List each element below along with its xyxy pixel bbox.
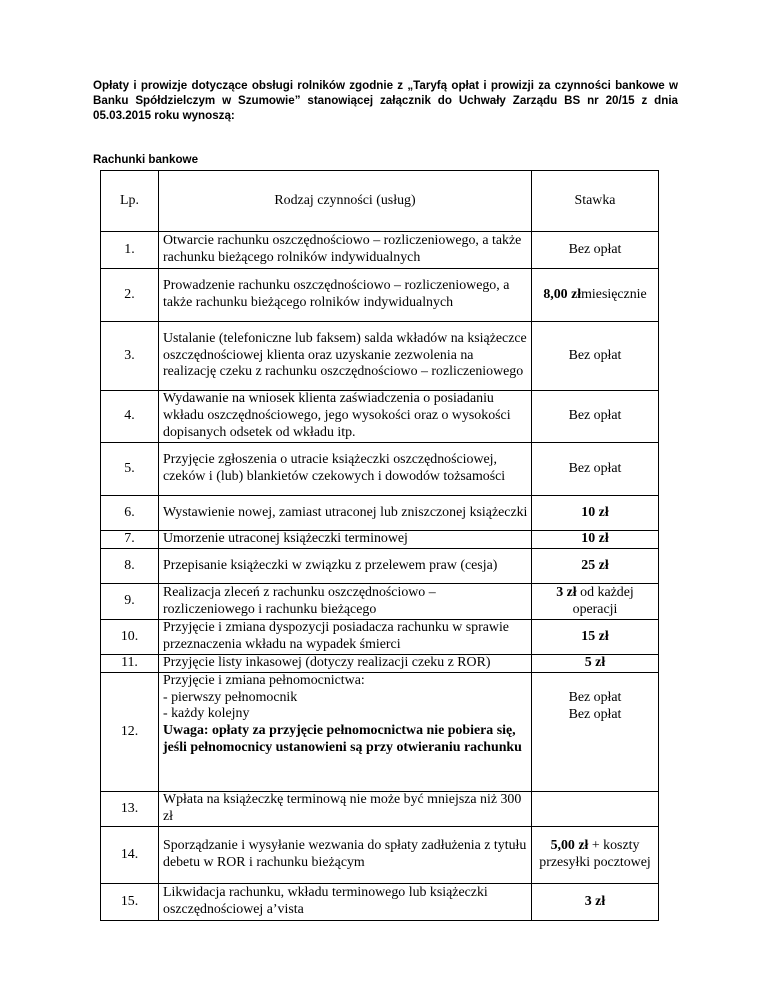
table-row bbox=[101, 496, 659, 531]
row-lp: 10. bbox=[101, 620, 159, 655]
row-rate bbox=[532, 884, 659, 921]
row-description: Umorzenie utraconej książeczki terminowej bbox=[159, 531, 532, 549]
row-description: Likwidacja rachunku, wkładu terminowego lub książeczki oszczędnościowej a’vista bbox=[159, 884, 532, 921]
row-rate bbox=[532, 827, 659, 884]
table-row bbox=[101, 391, 659, 443]
table-row bbox=[101, 443, 659, 496]
row-description: Wystawienie nowej, zamiast utraconej lub zniszczonej książeczki bbox=[159, 496, 532, 531]
row-description: Przepisanie książeczki w związku z przelewem praw (cesja) bbox=[159, 549, 532, 584]
rate-amount: 5 zł bbox=[584, 655, 606, 671]
row12-line1: Przyjęcie i zmiana pełnomocnictwa: bbox=[163, 673, 365, 688]
section-title: Rachunki bankowe bbox=[93, 153, 199, 166]
table-row bbox=[101, 584, 659, 620]
row15-rate-amount: 3 zł bbox=[584, 893, 606, 909]
row-description: Otwarcie rachunku oszczędnościowo – rozliczeniowego, a także rachunku bieżącego rolników indywidualnych bbox=[159, 232, 532, 269]
row-rate bbox=[532, 269, 659, 322]
row-description: Sporządzanie i wysyłanie wezwania do spłaty zadłużenia z tytułu debetu w ROR i rachunku bieżącym bbox=[159, 827, 532, 884]
row-lp: 8. bbox=[101, 549, 159, 584]
row-lp: 5. bbox=[101, 443, 159, 496]
rate-amount: 3 zł bbox=[556, 584, 577, 600]
row-lp: 9. bbox=[101, 584, 159, 620]
rate-note: miesięcznie bbox=[581, 286, 647, 302]
rate-amount: 25 zł bbox=[581, 557, 609, 573]
row-lp: 1. bbox=[101, 232, 159, 269]
row-rate bbox=[532, 531, 659, 549]
row-description bbox=[159, 673, 532, 792]
row14-rate-amount: 5,00 zł bbox=[550, 838, 589, 854]
row12-note: Uwaga: opłaty za przyjęcie pełnomocnictwa nie pobiera się, jeśli pełnomocnicy ustanowieni są przy otwieraniu rachunku bbox=[163, 723, 522, 755]
row-rate bbox=[532, 443, 659, 496]
row-rate bbox=[532, 391, 659, 443]
row14-rate-note: + koszty przesyłki pocztowej bbox=[539, 838, 651, 870]
table-row bbox=[101, 620, 659, 655]
row-lp: 3. bbox=[101, 322, 159, 391]
row-rate bbox=[532, 620, 659, 655]
row-description: Ustalanie (telefoniczne lub faksem) salda wkładów na książeczce oszczędnościowej klienta oraz uzyskanie zezwolenia na realizację czeku z rachunku oszczędnościowo – rozliczeniowego bbox=[159, 322, 532, 391]
table-row-14 bbox=[101, 827, 659, 884]
row-lp: 11. bbox=[101, 655, 159, 673]
row-description: Przyjęcie i zmiana dyspozycji posiadacza rachunku w sprawie przeznaczenia wkładu na wypadek śmierci bbox=[159, 620, 532, 655]
table-row bbox=[101, 655, 659, 673]
header-rate: Stawka bbox=[532, 171, 659, 232]
table-row-13 bbox=[101, 792, 659, 827]
row-lp: 12. bbox=[101, 673, 159, 792]
table-row-15 bbox=[101, 884, 659, 921]
table-row bbox=[101, 531, 659, 549]
rate-note: od każdej operacji bbox=[572, 584, 634, 617]
fees-table bbox=[100, 170, 659, 921]
row-lp: 14. bbox=[101, 827, 159, 884]
row-lp: 4. bbox=[101, 391, 159, 443]
rate-amount: 10 zł bbox=[581, 531, 609, 547]
row-rate bbox=[532, 232, 659, 269]
rate-amount: 8,00 zł bbox=[543, 286, 582, 302]
table-header-row bbox=[101, 171, 659, 232]
rate-note: Bez opłat bbox=[568, 241, 622, 257]
row-lp: 7. bbox=[101, 531, 159, 549]
row12-rate2: Bez opłat bbox=[568, 706, 622, 722]
row-lp: 6. bbox=[101, 496, 159, 531]
table-row bbox=[101, 232, 659, 269]
rate-amount: 15 zł bbox=[581, 628, 609, 644]
header-service: Rodzaj czynności (usług) bbox=[159, 171, 532, 232]
row-description: Przyjęcie listy inkasowej (dotyczy realizacji czeku z ROR) bbox=[159, 655, 532, 673]
row-lp: 15. bbox=[101, 884, 159, 921]
row-description: Realizacja zleceń z rachunku oszczędnościowo – rozliczeniowego i rachunku bieżącego bbox=[159, 584, 532, 620]
table-row bbox=[101, 269, 659, 322]
row-lp: 2. bbox=[101, 269, 159, 322]
row-rate bbox=[532, 673, 659, 792]
row-description: Wpłata na książeczkę terminową nie może być mniejsza niż 300 zł bbox=[159, 792, 532, 827]
rate-amount: 10 zł bbox=[581, 504, 609, 520]
row-description: Przyjęcie zgłoszenia o utracie książeczki oszczędnościowej, czeków i (lub) blankietów czekowych i dowodów tożsamości bbox=[159, 443, 532, 496]
table-row bbox=[101, 322, 659, 391]
rate-note: Bez opłat bbox=[568, 347, 622, 363]
table-row bbox=[101, 549, 659, 584]
row-rate bbox=[532, 655, 659, 673]
row-rate bbox=[532, 584, 659, 620]
intro-paragraph: Opłaty i prowizje dotyczące obsługi rolników zgodnie z „Taryfą opłat i prowizji za czynności bankowe w Banku Spółdzielczym w Szumowie” stanowiącej załącznik do Uchwały Zarządu BS nr 20/15 z dnia 05.03.2015 roku wynoszą: bbox=[93, 79, 678, 122]
header-lp: Lp. bbox=[101, 171, 159, 232]
row-description: Prowadzenie rachunku oszczędnościowo – rozliczeniowego, a także rachunku bieżącego rolników indywidualnych bbox=[159, 269, 532, 322]
row-description: Wydawanie na wniosek klienta zaświadczenia o posiadaniu wkładu oszczędnościowego, jego wysokości oraz o wysokości dopisanych odsetek od wkładu itp. bbox=[159, 391, 532, 443]
rate-note: Bez opłat bbox=[568, 460, 622, 476]
row12-line2: - pierwszy pełnomocnik bbox=[163, 689, 298, 705]
row-rate bbox=[532, 496, 659, 531]
row-rate bbox=[532, 549, 659, 584]
rate-note: Bez opłat bbox=[568, 408, 622, 424]
row-rate bbox=[532, 322, 659, 391]
row-rate bbox=[532, 792, 659, 827]
row-lp: 13. bbox=[101, 792, 159, 827]
row12-rate1: Bez opłat bbox=[568, 690, 622, 705]
table-row-12 bbox=[101, 673, 659, 792]
row12-line3: - każdy kolejny bbox=[163, 706, 250, 722]
